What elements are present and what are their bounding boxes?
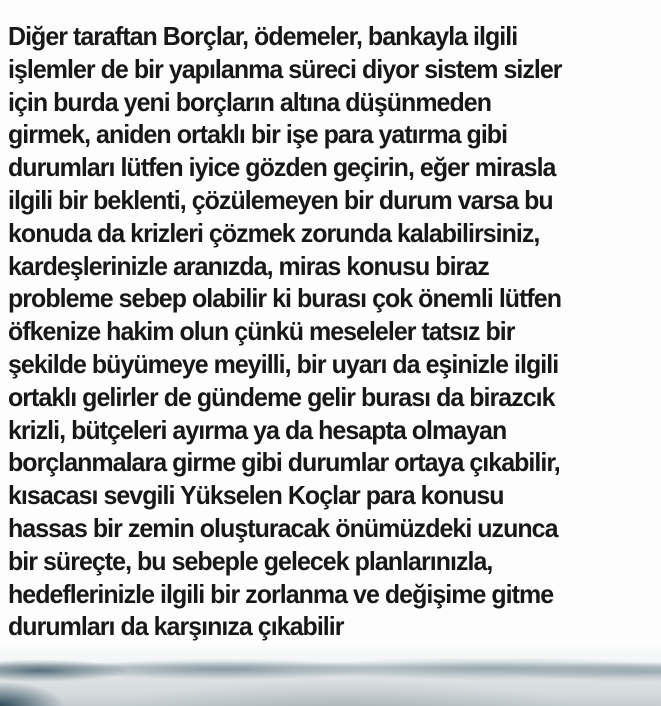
text-line: öfkenize hakim olun çünkü meseleler tatsız bir xyxy=(8,316,515,347)
text-line: hedeflerinizle ilgili bir zorlanma ve değişime gitme xyxy=(8,578,554,609)
text-line: kardeşlerinizle aranızda, miras konusu biraz xyxy=(8,250,489,281)
text-line: Diğer taraftan Borçlar, ödemeler, bankayla ilgili xyxy=(8,21,518,51)
text-line: probleme sebep olabilir ki burası çok önemli lütfen xyxy=(8,283,562,314)
text-line: kısacası sevgili Yükselen Koçlar para konusu xyxy=(8,480,504,511)
text-line: ortaklı gelirler de gündeme gelir burası da birazcık xyxy=(8,381,555,412)
text-line: borçlanmalara girme gibi durumlar ortaya çıkabilir, xyxy=(8,447,560,478)
horoscope-text xyxy=(8,20,635,643)
text-line: bir süreçte, bu sebeple gelecek planlarınızla, xyxy=(8,545,493,576)
text-line: durumları da karşınıza çıkabilir xyxy=(8,611,344,642)
text-line: hassas bir zemin oluşturacak önümüzdeki uzunca xyxy=(8,512,558,543)
text-line: için burda yeni borçların altına düşünmeden xyxy=(8,86,491,117)
text-line: krizli, bütçeleri ayırma ya da hesapta olmayan xyxy=(8,414,507,445)
text-line: ilgili bir beklenti, çözülemeyen bir durum varsa bu xyxy=(8,184,553,215)
text-line: girmek, aniden ortaklı bir işe para yatırma gibi xyxy=(8,119,508,150)
clouds-photo-strip xyxy=(0,645,661,706)
text-line: konuda da krizleri çözmek zorunda kalabilirsiniz, xyxy=(8,217,540,248)
text-line: durumları lütfen iyice gözden geçirin, eğer mirasla xyxy=(8,152,556,183)
text-line: işlemler de bir yapılanma süreci diyor sistem sizler xyxy=(8,53,562,84)
text-line: şekilde büyümeye meyilli, bir uyarı da eşinizle ilgili xyxy=(8,348,559,379)
